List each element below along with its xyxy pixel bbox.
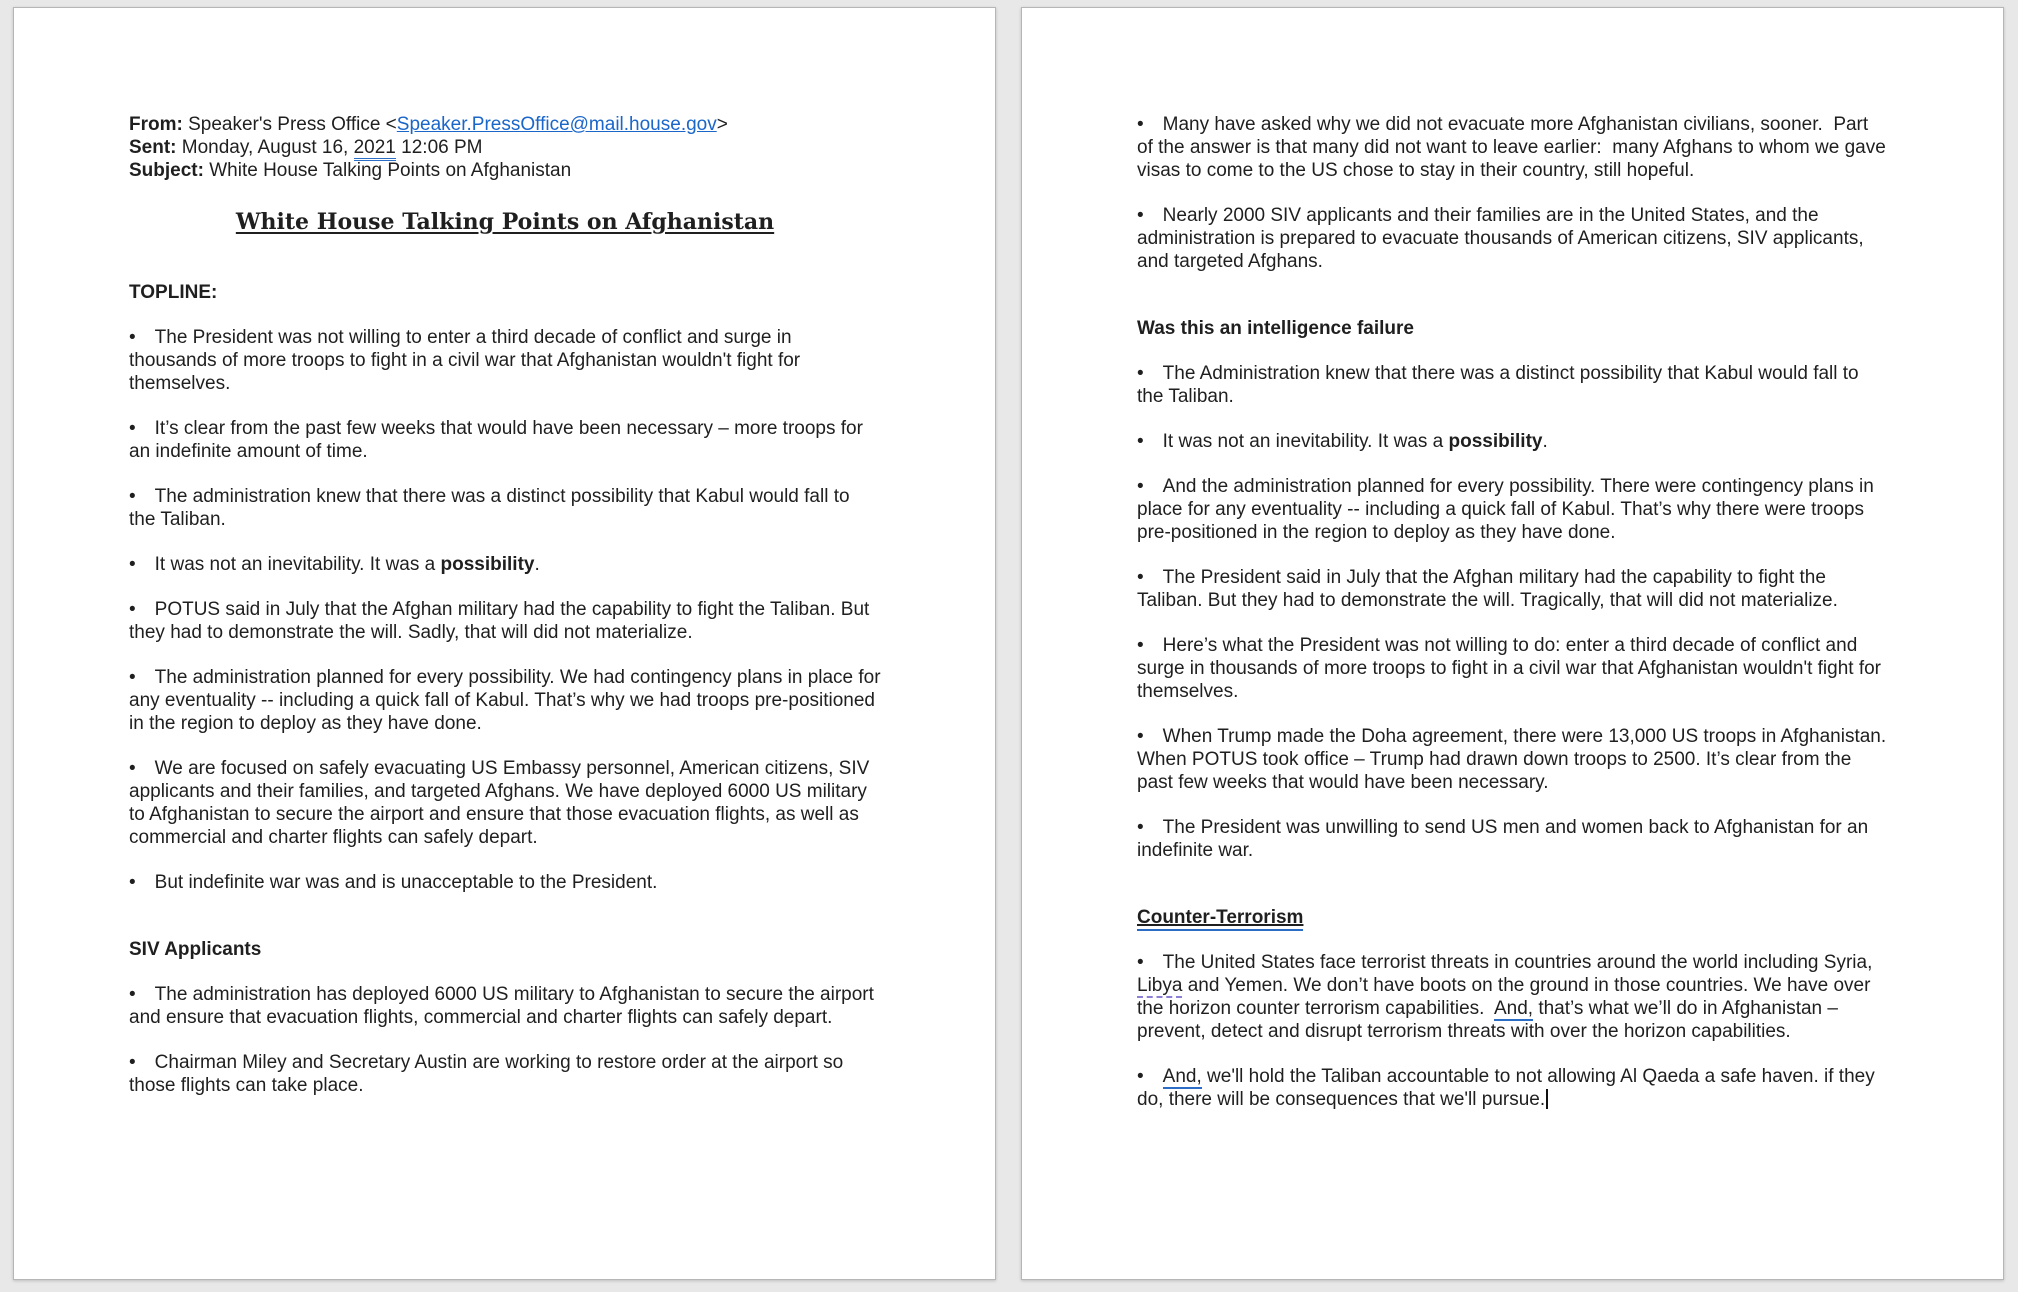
bullet-item [129, 485, 881, 531]
bullet-item [1137, 1065, 1889, 1111]
section-heading [129, 281, 881, 304]
text-run: possibility [440, 554, 535, 575]
bullet-item [1137, 113, 1889, 182]
text-run: Here’s what the President was not willing to do: enter a third decade of conflict and surge in thousands of more troops to fight in a civil war that Afghanistan wouldn't fight for themselves. [1137, 635, 1881, 702]
bullet-icon: • [129, 667, 136, 688]
bullet-icon: • [1137, 476, 1144, 497]
text-run: Chairman Miley and Secretary Austin are working to restore order at the airport so those flights can take place. [129, 1052, 844, 1096]
bullet-item [129, 666, 881, 735]
document-page-left[interactable] [13, 7, 996, 1280]
text-run: When Trump made the Doha agreement, there were 13,000 US troops in Afghanistan. When POTUS took office – Trump had drawn down troops to 2500. It’s clear from the past few weeks that would have been necessary. [1137, 726, 1887, 793]
bullet-item [1137, 362, 1889, 408]
text-run: It was not an inevitability. It was a [154, 554, 441, 575]
text-run: POTUS said in July that the Afghan military had the capability to fight the Taliban. But they had to demonstrate the will. Sadly, that will did not materialize. [129, 599, 870, 643]
section-heading [1137, 906, 1889, 929]
bullet-icon: • [1137, 1066, 1144, 1087]
email-subject-line [129, 159, 881, 182]
bullet-item [129, 1051, 881, 1097]
bullet-icon: • [1137, 952, 1144, 973]
text-run: The administration has deployed 6000 US military to Afghanistan to secure the airport and ensure that evacuation flights, commercial and charter flights can safely depart. [129, 984, 874, 1028]
email-header [129, 113, 881, 182]
bullet-icon: • [129, 1052, 136, 1073]
bullet-item [1137, 475, 1889, 544]
section-heading [1137, 317, 1889, 340]
bullet-icon: • [1137, 635, 1144, 656]
text-run: But indefinite war was and is unacceptable to the President. [154, 872, 658, 893]
bullet-icon: • [1137, 205, 1144, 226]
text-run: White House Talking Points on Afghanistan [203, 160, 572, 181]
bullet-icon: • [1137, 817, 1144, 838]
text-run: Sent: [129, 137, 177, 158]
bullet-icon: • [1137, 431, 1144, 452]
text-run: And the administration planned for every possibility. There were contingency plans in place for any eventuality -- including a quick fall of Kabul. That’s why there were troops pre-positioned in the region to deploy as they have done. [1137, 476, 1874, 543]
text-run: And, [1493, 998, 1534, 1019]
bullet-item [1137, 816, 1889, 862]
bullet-icon: • [129, 554, 136, 575]
text-run: we'll hold the Taliban accountable to not allowing Al Qaeda a safe haven. if they do, there will be consequences that we'll pursue. [1137, 1066, 1875, 1110]
bullet-icon: • [1137, 363, 1144, 384]
bullet-item [129, 417, 881, 463]
document-page-right[interactable] [1021, 7, 2004, 1280]
text-run: Monday, August 16, [176, 137, 354, 158]
bullet-item [129, 871, 881, 894]
text-run: Libya [1137, 975, 1183, 996]
bullet-icon: • [129, 418, 136, 439]
text-run: > [716, 114, 728, 135]
document-title [129, 208, 881, 237]
bullet-item [1137, 566, 1889, 612]
bullet-icon: • [129, 758, 136, 779]
section-heading [129, 938, 881, 961]
text-run: 12:06 PM [395, 137, 483, 158]
page-right-content [1137, 113, 1889, 1111]
text-run: And, [1162, 1066, 1202, 1087]
text-run: The administration knew that there was a distinct possibility that Kabul would fall to the Taliban. [129, 486, 850, 530]
text-run: The President was unwilling to send US men and women back to Afghanistan for an indefinite war. [1137, 817, 1869, 861]
text-run: . [534, 554, 540, 575]
section-heading-text: TOPLINE: [129, 282, 218, 303]
bullet-icon: • [129, 872, 136, 893]
text-run: The United States face terrorist threats in countries around the world including Syria, [1162, 952, 1873, 973]
section-heading-text: SIV Applicants [129, 939, 262, 960]
bullet-item [129, 553, 881, 576]
section-heading-text: Counter-Terrorism [1137, 907, 1303, 931]
text-run: that’s what we’ll do in Afghanistan – prevent, detect and disrupt terrorism threats with over the horizon capabilities. [1137, 998, 1838, 1042]
email-from-line [129, 113, 881, 136]
bullet-icon: • [1137, 114, 1144, 135]
bullet-icon: • [1137, 726, 1144, 747]
text-run: possibility [1448, 431, 1543, 452]
text-run: and Yemen. We don’t have boots on the ground in those countries. We have over the horizon counter terrorism capabilities. [1137, 975, 1871, 1019]
text-run: 2021 [354, 137, 396, 161]
document-title-text: White House Talking Points on Afghanistan [235, 209, 775, 235]
text-run: The President was not willing to enter a third decade of conflict and surge in thousands of more troops to fight in a civil war that Afghanistan wouldn't fight for themselves. [129, 327, 801, 394]
bullet-item [129, 598, 881, 644]
text-run: Nearly 2000 SIV applicants and their families are in the United States, and the administration is prepared to evacuate thousands of American citizens, SIV applicants, and targeted Afghans. [1137, 205, 1864, 272]
text-run: From: [129, 114, 183, 135]
bullet-item [1137, 951, 1889, 1043]
bullet-item [1137, 725, 1889, 794]
text-run: The Administration knew that there was a distinct possibility that Kabul would fall to the Taliban. [1137, 363, 1859, 407]
bullet-item [129, 983, 881, 1029]
text-run: It was not an inevitability. It was a [1162, 431, 1449, 452]
bullet-item [129, 326, 881, 395]
text-cursor [1546, 1089, 1548, 1109]
text-run: Subject: [129, 160, 204, 181]
bullet-icon: • [129, 486, 136, 507]
text-run: . [1542, 431, 1548, 452]
email-sent-line [129, 136, 881, 159]
text-run: It’s clear from the past few weeks that would have been necessary – more troops for an indefinite amount of time. [129, 418, 863, 462]
text-run: We are focused on safely evacuating US Embassy personnel, American citizens, SIV applicants and their families, and targeted Afghans. We have deployed 6000 US military to Afghanistan to secure the airport and ensure that those evacuation flights, as well as commercial and charter flights can safely depart. [129, 758, 870, 848]
bullet-icon: • [1137, 567, 1144, 588]
text-run: Speaker's Press Office < [182, 114, 397, 135]
bullet-item [129, 757, 881, 849]
section-heading-text: Was this an intelligence failure [1137, 318, 1414, 339]
bullet-icon: • [129, 327, 136, 348]
email-link[interactable]: Speaker.PressOffice@mail.house.gov [396, 114, 717, 135]
bullet-item [1137, 634, 1889, 703]
bullet-icon: • [129, 599, 136, 620]
text-run: Many have asked why we did not evacuate more Afghanistan civilians, sooner. Part of the answer is that many did not want to leave earlier: many Afghans to whom we gave visas to come to the US chose to stay in their country, still hopeful. [1137, 114, 1886, 181]
bullet-icon: • [129, 984, 136, 1005]
text-run: The administration planned for every possibility. We had contingency plans in place for any eventuality -- including a quick fall of Kabul. That’s why we had troops pre-positioned in the region to deploy as they have done. [129, 667, 881, 734]
bullet-item [1137, 430, 1889, 453]
page-left-content [129, 113, 881, 1097]
text-run: The President said in July that the Afghan military had the capability to fight the Taliban. But they had to demonstrate the will. Tragically, that will did not materialize. [1137, 567, 1838, 611]
bullet-item [1137, 204, 1889, 273]
